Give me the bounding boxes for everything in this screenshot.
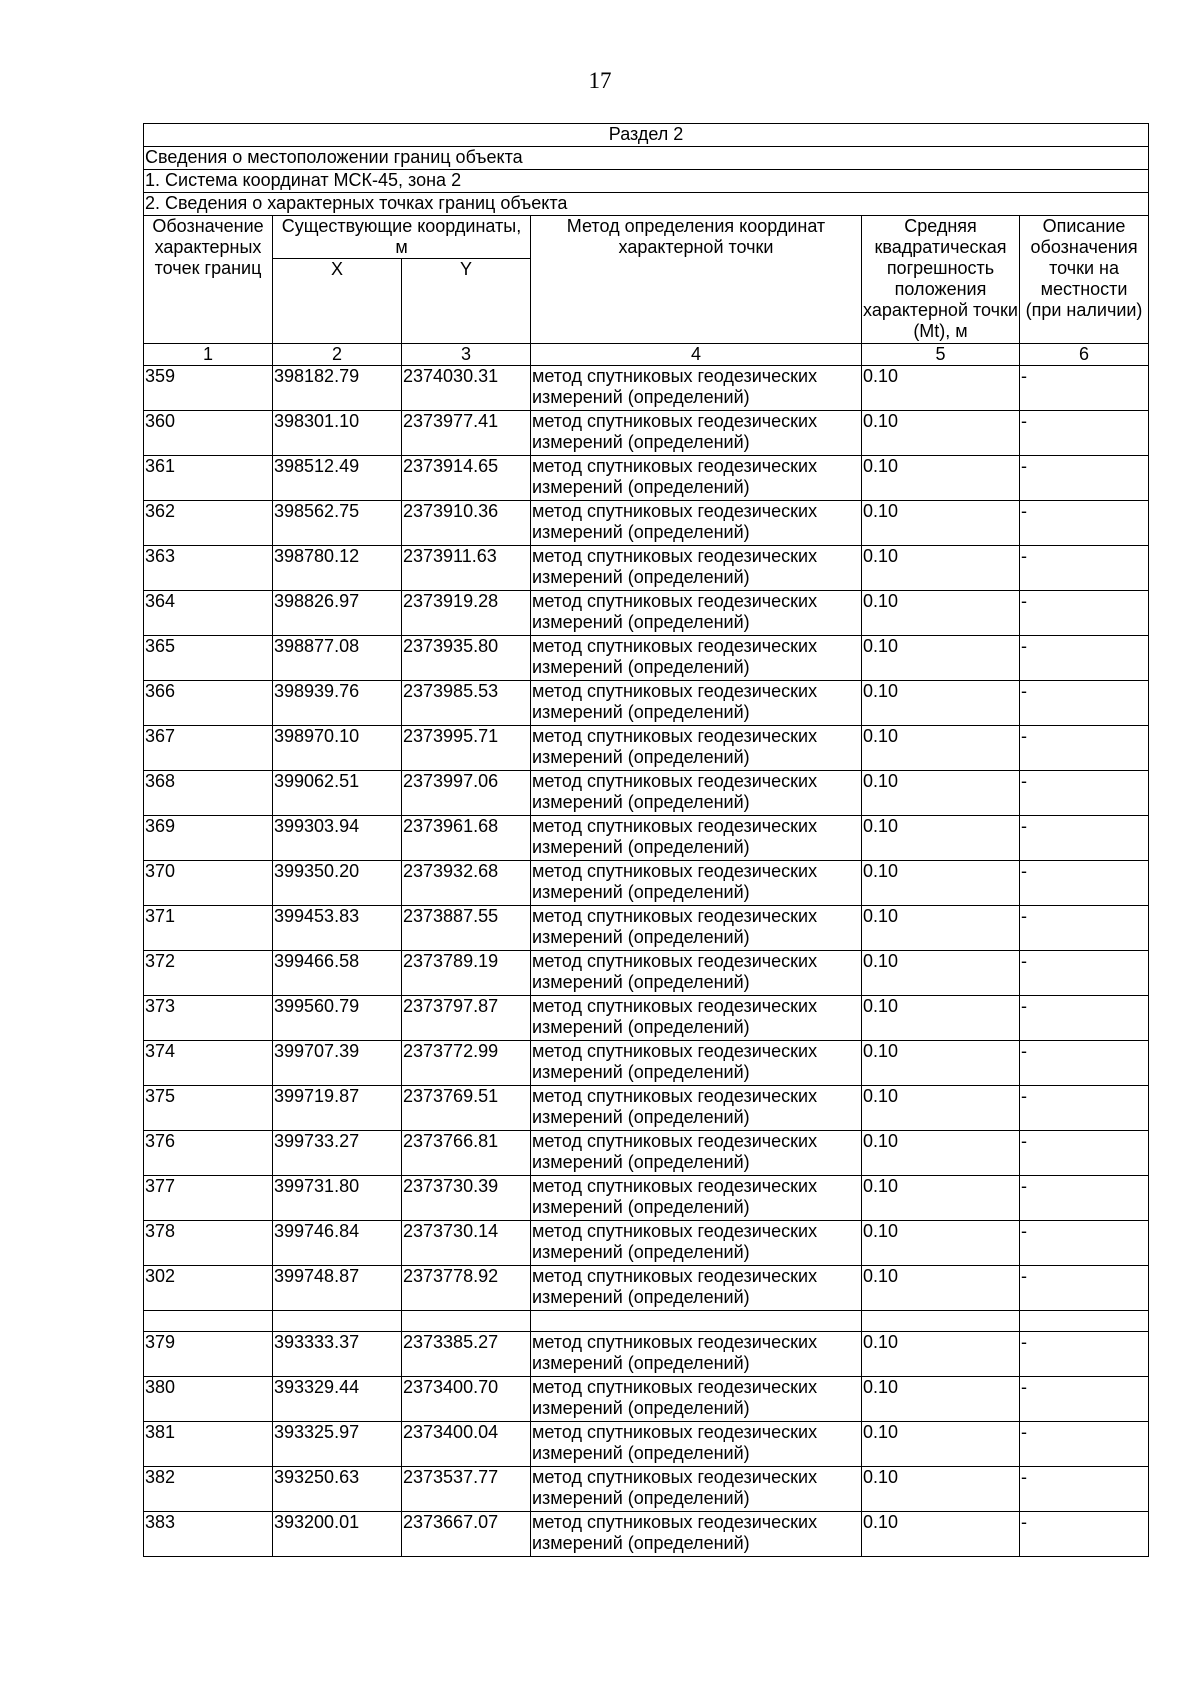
method-line-1: метод спутниковых геодезических bbox=[532, 1332, 818, 1352]
coord-y: 2373911.63 bbox=[402, 546, 531, 591]
mt-value: 0.10 bbox=[862, 681, 1020, 726]
method-line-2: измерений (определений) bbox=[532, 1287, 750, 1307]
method-line-2: измерений (определений) bbox=[532, 477, 750, 497]
coord-x: 399466.58 bbox=[273, 951, 402, 996]
mt-value: 0.10 bbox=[862, 996, 1020, 1041]
method-cell bbox=[531, 636, 862, 681]
header-designation: Обозначение характерных точек границ bbox=[144, 216, 273, 344]
point-description: - bbox=[1020, 1266, 1149, 1311]
page-number: 17 bbox=[588, 68, 612, 93]
method-cell bbox=[531, 546, 862, 591]
coord-x: 398826.97 bbox=[273, 591, 402, 636]
mt-value: 0.10 bbox=[862, 816, 1020, 861]
mt-value: 0.10 bbox=[862, 906, 1020, 951]
coord-x: 399733.27 bbox=[273, 1131, 402, 1176]
table-row bbox=[144, 996, 1149, 1041]
coord-y: 2373537.77 bbox=[402, 1467, 531, 1512]
mt-value: 0.10 bbox=[862, 1422, 1020, 1467]
table-row bbox=[144, 1332, 1149, 1377]
point-id: 376 bbox=[144, 1131, 273, 1176]
mt-value: 0.10 bbox=[862, 1176, 1020, 1221]
coord-y: 2373400.70 bbox=[402, 1377, 531, 1422]
coord-x: 393325.97 bbox=[273, 1422, 402, 1467]
method-line-2: измерений (определений) bbox=[532, 837, 750, 857]
method-line-1: метод спутниковых геодезических bbox=[532, 681, 818, 701]
coord-x: 399062.51 bbox=[273, 771, 402, 816]
location-title: Сведения о местоположении границ объекта bbox=[144, 147, 1149, 170]
point-id: 359 bbox=[144, 366, 273, 411]
header-existing-coords: Существующие координаты, м bbox=[273, 216, 531, 259]
coord-x: 393200.01 bbox=[273, 1512, 402, 1557]
point-id: 374 bbox=[144, 1041, 273, 1086]
point-description: - bbox=[1020, 1377, 1149, 1422]
method-cell bbox=[531, 591, 862, 636]
coord-x: 399707.39 bbox=[273, 1041, 402, 1086]
method-cell bbox=[531, 1086, 862, 1131]
method-line-2: измерений (определений) bbox=[532, 972, 750, 992]
coord-y: 2373730.39 bbox=[402, 1176, 531, 1221]
method-cell bbox=[531, 1041, 862, 1086]
table-row bbox=[144, 501, 1149, 546]
method-line-2: измерений (определений) bbox=[532, 1017, 750, 1037]
header-method: Метод определения координат характерной точки bbox=[531, 216, 862, 344]
column-number: 4 bbox=[531, 344, 862, 366]
coord-system: 1. Система координат МСК-45, зона 2 bbox=[144, 170, 1149, 193]
method-line-1: метод спутниковых геодезических bbox=[532, 906, 818, 926]
method-line-1: метод спутниковых геодезических bbox=[532, 1221, 818, 1241]
method-cell bbox=[531, 1266, 862, 1311]
method-cell bbox=[531, 501, 862, 546]
column-number: 2 bbox=[273, 344, 402, 366]
mt-value: 0.10 bbox=[862, 1467, 1020, 1512]
method-line-2: измерений (определений) bbox=[532, 882, 750, 902]
method-line-2: измерений (определений) bbox=[532, 792, 750, 812]
table-row bbox=[144, 1467, 1149, 1512]
point-description: - bbox=[1020, 1422, 1149, 1467]
method-line-1: метод спутниковых геодезических bbox=[532, 771, 818, 791]
mt-value: 0.10 bbox=[862, 771, 1020, 816]
point-description: - bbox=[1020, 546, 1149, 591]
mt-value: 0.10 bbox=[862, 1266, 1020, 1311]
method-line-2: измерений (определений) bbox=[532, 1062, 750, 1082]
method-line-2: измерений (определений) bbox=[532, 1197, 750, 1217]
point-id: 364 bbox=[144, 591, 273, 636]
method-line-1: метод спутниковых геодезических bbox=[532, 636, 818, 656]
table-row bbox=[144, 411, 1149, 456]
method-cell bbox=[531, 1467, 862, 1512]
empty-cell bbox=[862, 1311, 1020, 1332]
method-line-2: измерений (определений) bbox=[532, 1353, 750, 1373]
method-cell bbox=[531, 1131, 862, 1176]
coord-y: 2373778.92 bbox=[402, 1266, 531, 1311]
method-line-2: измерений (определений) bbox=[532, 927, 750, 947]
method-line-1: метод спутниковых геодезических bbox=[532, 501, 818, 521]
point-id: 379 bbox=[144, 1332, 273, 1377]
table-row bbox=[144, 816, 1149, 861]
coord-y: 2373772.99 bbox=[402, 1041, 531, 1086]
method-line-1: метод спутниковых геодезических bbox=[532, 1131, 818, 1151]
table-row bbox=[144, 366, 1149, 411]
point-id: 371 bbox=[144, 906, 273, 951]
method-line-1: метод спутниковых геодезических bbox=[532, 951, 818, 971]
method-line-1: метод спутниковых геодезических bbox=[532, 456, 818, 476]
method-cell bbox=[531, 906, 862, 951]
point-id: 383 bbox=[144, 1512, 273, 1557]
point-description: - bbox=[1020, 501, 1149, 546]
mt-value: 0.10 bbox=[862, 546, 1020, 591]
table-row bbox=[144, 1377, 1149, 1422]
coord-y: 2373766.81 bbox=[402, 1131, 531, 1176]
coord-y: 2373910.36 bbox=[402, 501, 531, 546]
table-row bbox=[144, 1176, 1149, 1221]
method-cell bbox=[531, 951, 862, 996]
point-id: 368 bbox=[144, 771, 273, 816]
coord-x: 398780.12 bbox=[273, 546, 402, 591]
table-row bbox=[144, 456, 1149, 501]
point-description: - bbox=[1020, 906, 1149, 951]
method-line-1: метод спутниковых геодезических bbox=[532, 996, 818, 1016]
header-description: Описание обозначения точки на местности (при наличии) bbox=[1020, 216, 1149, 344]
mt-value: 0.10 bbox=[862, 951, 1020, 996]
coord-x: 393333.37 bbox=[273, 1332, 402, 1377]
method-line-2: измерений (определений) bbox=[532, 1152, 750, 1172]
coord-y: 2374030.31 bbox=[402, 366, 531, 411]
coord-y: 2373935.80 bbox=[402, 636, 531, 681]
coord-x: 399748.87 bbox=[273, 1266, 402, 1311]
table-row bbox=[144, 1422, 1149, 1467]
point-description: - bbox=[1020, 366, 1149, 411]
coord-y: 2373789.19 bbox=[402, 951, 531, 996]
method-line-1: метод спутниковых геодезических bbox=[532, 411, 818, 431]
coord-y: 2373730.14 bbox=[402, 1221, 531, 1266]
method-cell bbox=[531, 861, 862, 906]
method-line-1: метод спутниковых геодезических bbox=[532, 1467, 818, 1487]
method-cell bbox=[531, 1377, 862, 1422]
table-row bbox=[144, 1512, 1149, 1557]
table-row-empty bbox=[144, 1311, 1149, 1332]
method-line-1: метод спутниковых геодезических bbox=[532, 1086, 818, 1106]
point-id: 380 bbox=[144, 1377, 273, 1422]
coord-y: 2373887.55 bbox=[402, 906, 531, 951]
coord-x: 399303.94 bbox=[273, 816, 402, 861]
table-row bbox=[144, 591, 1149, 636]
method-line-1: метод спутниковых геодезических bbox=[532, 1422, 818, 1442]
method-line-2: измерений (определений) bbox=[532, 1242, 750, 1262]
mt-value: 0.10 bbox=[862, 411, 1020, 456]
point-id: 360 bbox=[144, 411, 273, 456]
coord-y: 2373914.65 bbox=[402, 456, 531, 501]
method-cell bbox=[531, 411, 862, 456]
coord-x: 398562.75 bbox=[273, 501, 402, 546]
coord-y: 2373667.07 bbox=[402, 1512, 531, 1557]
mt-value: 0.10 bbox=[862, 366, 1020, 411]
method-line-1: метод спутниковых геодезических bbox=[532, 591, 818, 611]
empty-cell bbox=[531, 1311, 862, 1332]
point-description: - bbox=[1020, 771, 1149, 816]
point-id: 361 bbox=[144, 456, 273, 501]
empty-cell bbox=[273, 1311, 402, 1332]
column-number-row bbox=[144, 344, 1149, 366]
coord-y: 2373919.28 bbox=[402, 591, 531, 636]
column-number: 5 bbox=[862, 344, 1020, 366]
table-row bbox=[144, 636, 1149, 681]
mt-value: 0.10 bbox=[862, 1086, 1020, 1131]
method-line-2: измерений (определений) bbox=[532, 747, 750, 767]
coord-y: 2373997.06 bbox=[402, 771, 531, 816]
method-cell bbox=[531, 1221, 862, 1266]
method-line-2: измерений (определений) bbox=[532, 702, 750, 722]
mt-value: 0.10 bbox=[862, 1221, 1020, 1266]
point-id: 382 bbox=[144, 1467, 273, 1512]
point-id: 366 bbox=[144, 681, 273, 726]
column-number: 3 bbox=[402, 344, 531, 366]
point-description: - bbox=[1020, 726, 1149, 771]
point-description: - bbox=[1020, 456, 1149, 501]
method-line-1: метод спутниковых геодезических bbox=[532, 1041, 818, 1061]
method-line-2: измерений (определений) bbox=[532, 1443, 750, 1463]
method-line-1: метод спутниковых геодезических bbox=[532, 1176, 818, 1196]
mt-value: 0.10 bbox=[862, 1041, 1020, 1086]
coord-x: 393250.63 bbox=[273, 1467, 402, 1512]
coord-y: 2373797.87 bbox=[402, 996, 531, 1041]
method-line-1: метод спутниковых геодезических bbox=[532, 861, 818, 881]
coord-y: 2373932.68 bbox=[402, 861, 531, 906]
mt-value: 0.10 bbox=[862, 636, 1020, 681]
point-id: 302 bbox=[144, 1266, 273, 1311]
mt-value: 0.10 bbox=[862, 726, 1020, 771]
column-number: 1 bbox=[144, 344, 273, 366]
method-line-1: метод спутниковых геодезических bbox=[532, 546, 818, 566]
mt-value: 0.10 bbox=[862, 456, 1020, 501]
column-number: 6 bbox=[1020, 344, 1149, 366]
method-cell bbox=[531, 366, 862, 411]
coord-y: 2373985.53 bbox=[402, 681, 531, 726]
method-cell bbox=[531, 771, 862, 816]
coord-x: 398512.49 bbox=[273, 456, 402, 501]
method-line-2: измерений (определений) bbox=[532, 657, 750, 677]
method-line-1: метод спутниковых геодезических bbox=[532, 816, 818, 836]
method-line-2: измерений (определений) bbox=[532, 1488, 750, 1508]
method-line-1: метод спутниковых геодезических bbox=[532, 1512, 818, 1532]
coord-y: 2373400.04 bbox=[402, 1422, 531, 1467]
point-id: 373 bbox=[144, 996, 273, 1041]
point-description: - bbox=[1020, 951, 1149, 996]
point-id: 365 bbox=[144, 636, 273, 681]
coord-y: 2373961.68 bbox=[402, 816, 531, 861]
mt-value: 0.10 bbox=[862, 861, 1020, 906]
method-line-2: измерений (определений) bbox=[532, 567, 750, 587]
point-description: - bbox=[1020, 1041, 1149, 1086]
boundary-points-table bbox=[143, 123, 1149, 1557]
method-line-2: измерений (определений) bbox=[532, 432, 750, 452]
table-row bbox=[144, 771, 1149, 816]
coord-x: 398939.76 bbox=[273, 681, 402, 726]
point-description: - bbox=[1020, 816, 1149, 861]
coord-x: 398970.10 bbox=[273, 726, 402, 771]
point-id: 372 bbox=[144, 951, 273, 996]
point-id: 367 bbox=[144, 726, 273, 771]
empty-cell bbox=[402, 1311, 531, 1332]
table-row bbox=[144, 1041, 1149, 1086]
method-line-2: измерений (определений) bbox=[532, 612, 750, 632]
point-description: - bbox=[1020, 681, 1149, 726]
points-title: 2. Сведения о характерных точках границ объекта bbox=[144, 193, 1149, 216]
method-cell bbox=[531, 726, 862, 771]
point-description: - bbox=[1020, 411, 1149, 456]
header-error: Средняя квадратическая погрешность положения характерной точки (Mt), м bbox=[862, 216, 1020, 344]
method-line-2: измерений (определений) bbox=[532, 1107, 750, 1127]
coord-x: 399350.20 bbox=[273, 861, 402, 906]
coord-y: 2373769.51 bbox=[402, 1086, 531, 1131]
table-row bbox=[144, 1086, 1149, 1131]
point-description: - bbox=[1020, 636, 1149, 681]
coord-x: 399746.84 bbox=[273, 1221, 402, 1266]
coord-x: 399560.79 bbox=[273, 996, 402, 1041]
table-row bbox=[144, 1266, 1149, 1311]
empty-cell bbox=[1020, 1311, 1149, 1332]
header-y: Y bbox=[402, 259, 531, 344]
mt-value: 0.10 bbox=[862, 501, 1020, 546]
mt-value: 0.10 bbox=[862, 1377, 1020, 1422]
mt-value: 0.10 bbox=[862, 1332, 1020, 1377]
point-description: - bbox=[1020, 1512, 1149, 1557]
mt-value: 0.10 bbox=[862, 1131, 1020, 1176]
coord-x: 399719.87 bbox=[273, 1086, 402, 1131]
method-line-2: измерений (определений) bbox=[532, 1398, 750, 1418]
method-line-2: измерений (определений) bbox=[532, 387, 750, 407]
point-description: - bbox=[1020, 861, 1149, 906]
point-id: 362 bbox=[144, 501, 273, 546]
table-row bbox=[144, 1131, 1149, 1176]
method-cell bbox=[531, 1422, 862, 1467]
coord-y: 2373385.27 bbox=[402, 1332, 531, 1377]
point-description: - bbox=[1020, 1176, 1149, 1221]
coord-x: 398182.79 bbox=[273, 366, 402, 411]
method-cell bbox=[531, 681, 862, 726]
method-line-1: метод спутниковых геодезических bbox=[532, 726, 818, 746]
table-row bbox=[144, 906, 1149, 951]
table-row bbox=[144, 861, 1149, 906]
point-description: - bbox=[1020, 1131, 1149, 1176]
coord-x: 398301.10 bbox=[273, 411, 402, 456]
coord-x: 399453.83 bbox=[273, 906, 402, 951]
method-line-1: метод спутниковых геодезических bbox=[532, 1377, 818, 1397]
method-cell bbox=[531, 996, 862, 1041]
point-id: 375 bbox=[144, 1086, 273, 1131]
point-id: 363 bbox=[144, 546, 273, 591]
table-row bbox=[144, 726, 1149, 771]
method-cell bbox=[531, 456, 862, 501]
point-description: - bbox=[1020, 1467, 1149, 1512]
mt-value: 0.10 bbox=[862, 1512, 1020, 1557]
point-id: 369 bbox=[144, 816, 273, 861]
point-id: 381 bbox=[144, 1422, 273, 1467]
point-id: 378 bbox=[144, 1221, 273, 1266]
method-line-2: измерений (определений) bbox=[532, 522, 750, 542]
method-line-1: метод спутниковых геодезических bbox=[532, 366, 818, 386]
method-cell bbox=[531, 1332, 862, 1377]
method-cell bbox=[531, 816, 862, 861]
table-row bbox=[144, 1221, 1149, 1266]
table-row bbox=[144, 681, 1149, 726]
method-cell bbox=[531, 1512, 862, 1557]
coord-y: 2373977.41 bbox=[402, 411, 531, 456]
point-description: - bbox=[1020, 1332, 1149, 1377]
coord-y: 2373995.71 bbox=[402, 726, 531, 771]
section-title: Раздел 2 bbox=[144, 124, 1149, 147]
coord-x: 398877.08 bbox=[273, 636, 402, 681]
mt-value: 0.10 bbox=[862, 591, 1020, 636]
method-cell bbox=[531, 1176, 862, 1221]
point-description: - bbox=[1020, 1086, 1149, 1131]
point-description: - bbox=[1020, 591, 1149, 636]
point-description: - bbox=[1020, 1221, 1149, 1266]
table-row bbox=[144, 546, 1149, 591]
method-line-1: метод спутниковых геодезических bbox=[532, 1266, 818, 1286]
table-row bbox=[144, 951, 1149, 996]
header-x: X bbox=[273, 259, 402, 344]
coord-x: 399731.80 bbox=[273, 1176, 402, 1221]
point-id: 370 bbox=[144, 861, 273, 906]
empty-cell bbox=[144, 1311, 273, 1332]
point-description: - bbox=[1020, 996, 1149, 1041]
point-id: 377 bbox=[144, 1176, 273, 1221]
method-line-2: измерений (определений) bbox=[532, 1533, 750, 1553]
coord-x: 393329.44 bbox=[273, 1377, 402, 1422]
